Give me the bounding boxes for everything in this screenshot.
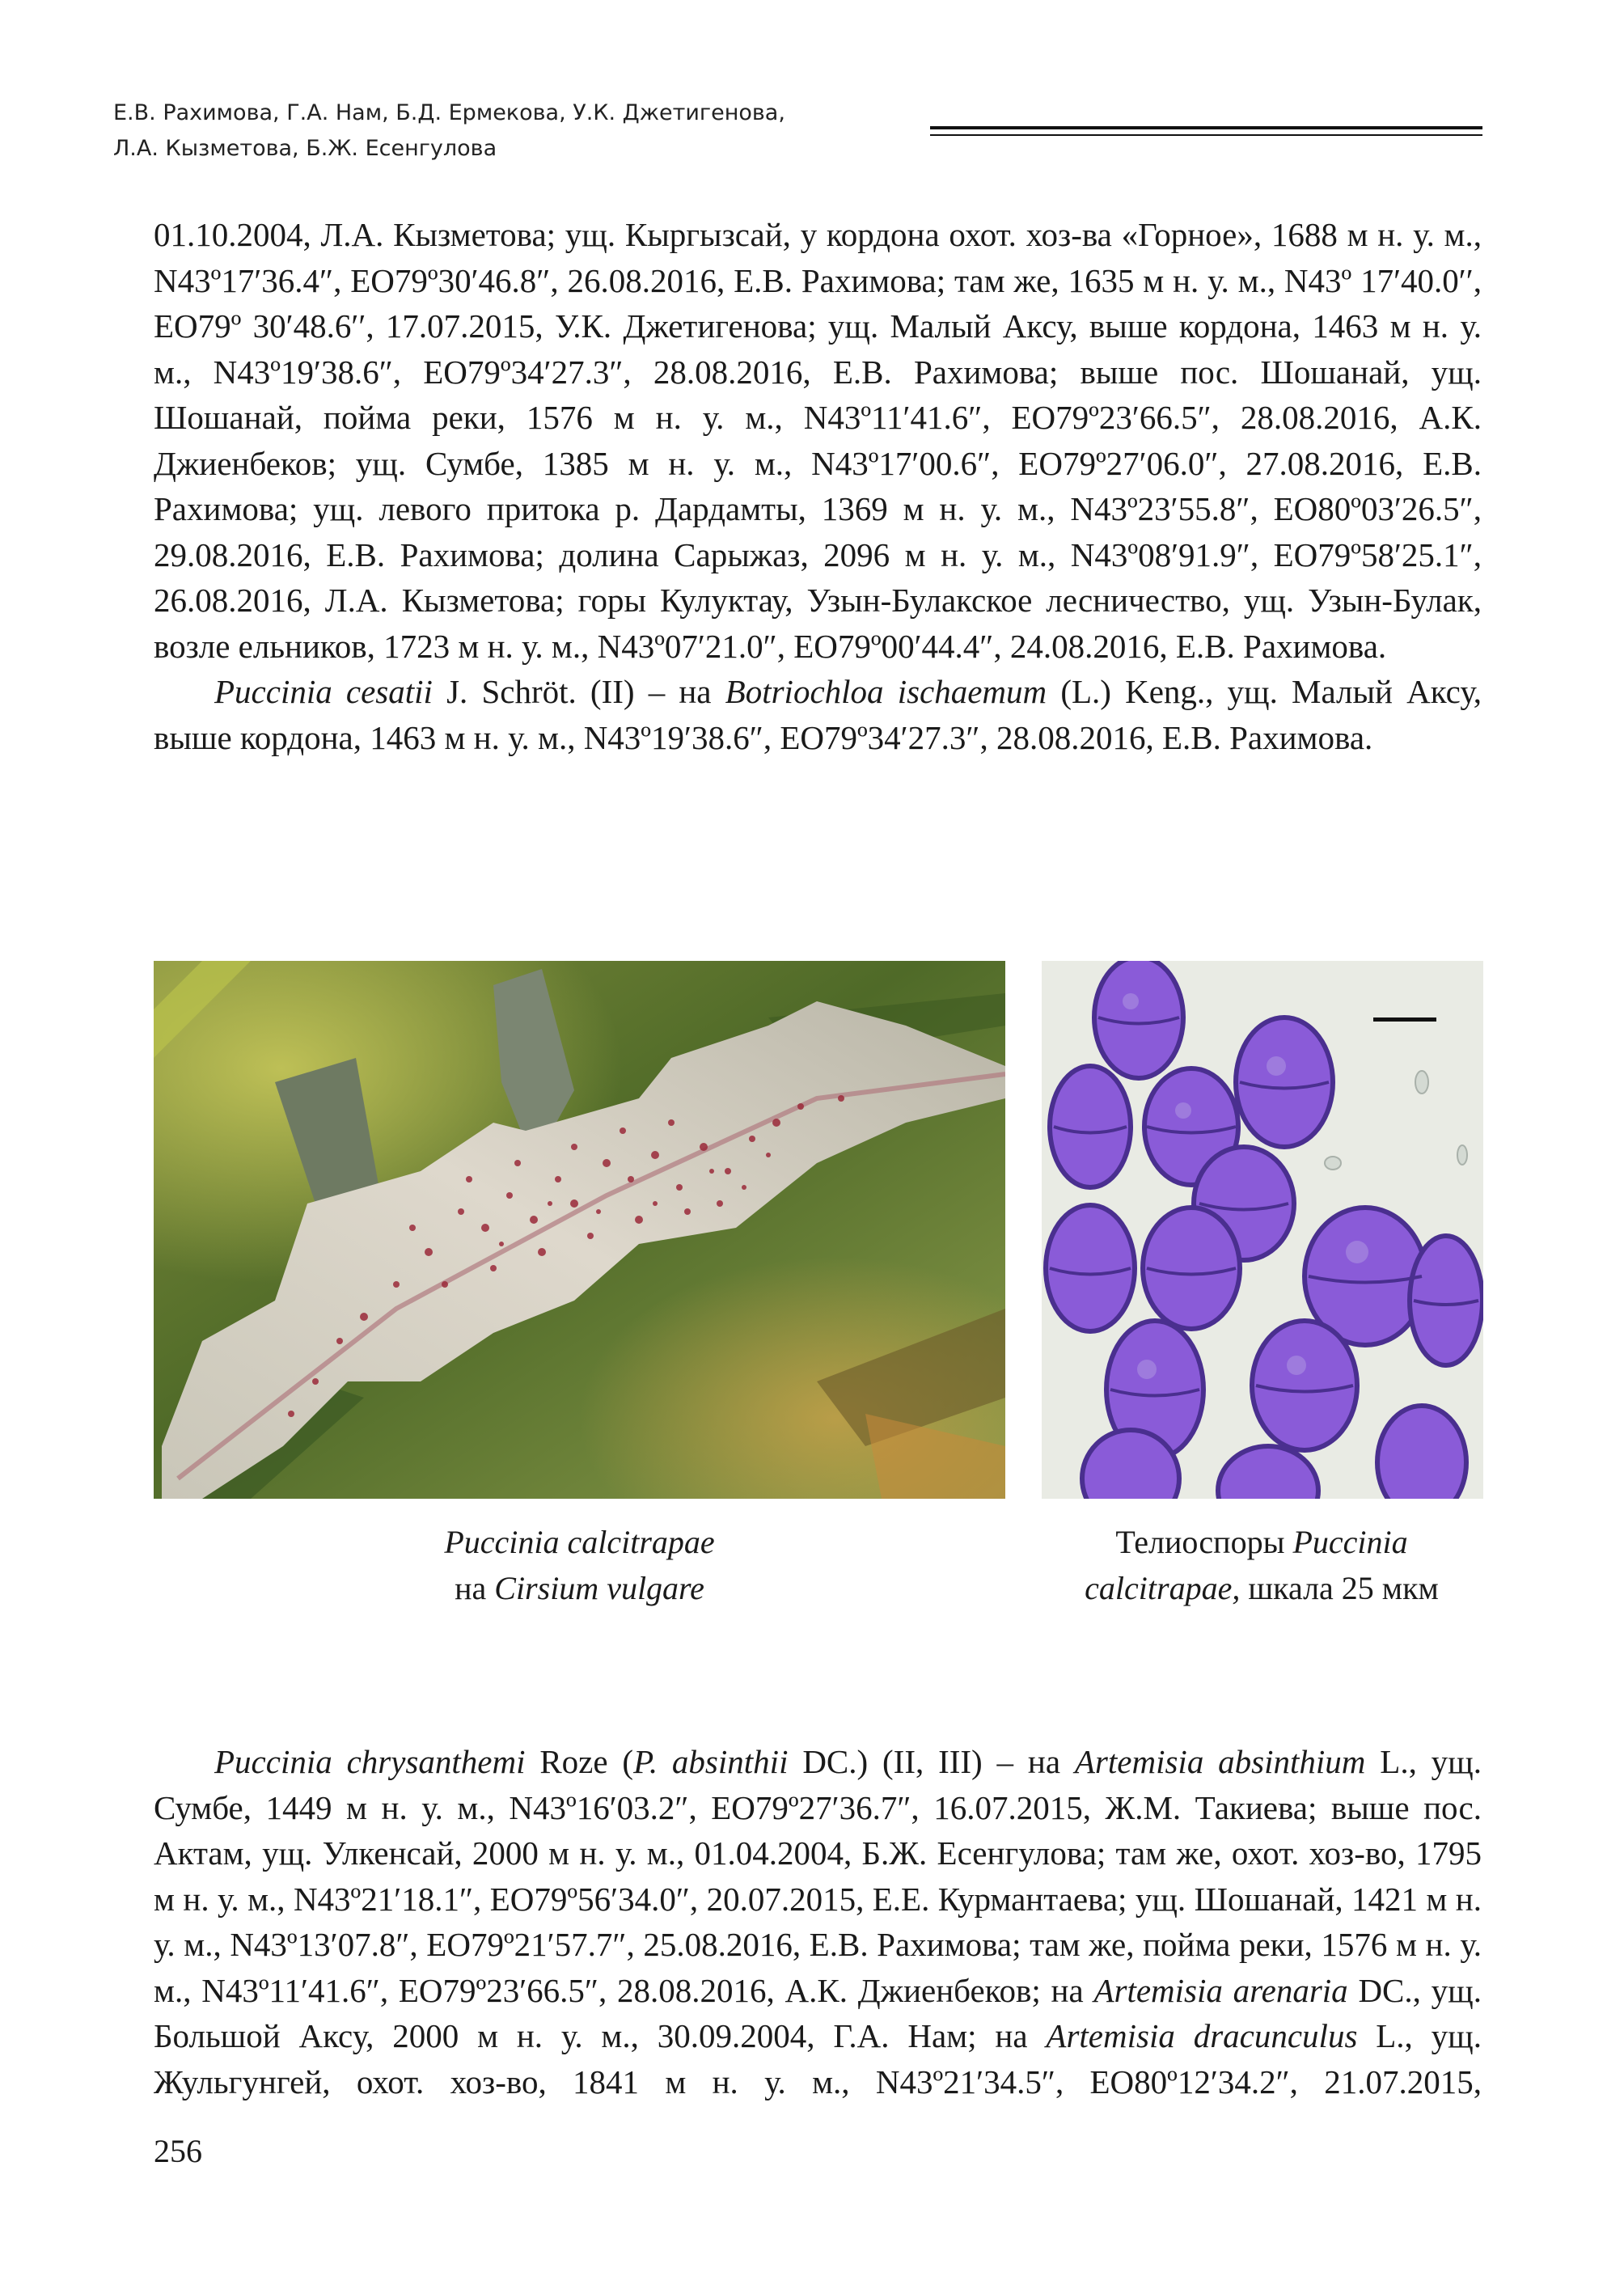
host-name: Artemisia dracunculus <box>1046 2017 1358 2054</box>
photo-leaf-rust <box>154 961 1005 1499</box>
caption-species-genus: Puccinia <box>1292 1524 1408 1560</box>
caption-scale: шкала 25 мкм <box>1240 1570 1439 1606</box>
caption-figure-1: Puccinia calcitrapae на Cirsium vulgare <box>444 1524 715 1606</box>
photo-teliospores-micrograph <box>1042 961 1483 1499</box>
paragraph-specimens-continued: 01.10.2004, Л.А. Кызметова; ущ. Кыргызсай, у кордона охот. хоз-ва «Горное», 1688 м н. у. м., N43º17′36.4″, ЕО79º30′46.8″, 26.08.2016, Е.В. Рахимова; там же, 1635 м н. у. м., N43º 17′40.0′′, ЕО79º 30′48.6′′, 17.07.2015, У.К. Джетигенова; ущ. Малый Аксу, выше кордона, 1463 м н. у. м., N43º19′38.6″, ЕО79º34′27.3″, 28.08.2016, Е.В. Рахимова; выше пос. Шошанай, ущ. Шошанай, пойма реки, 1576 м н. у. м., N43º11′41.6″, ЕО79º23′66.5″, 28.08.2016, А.К. Джиенбеков; ущ. Сумбе, 1385 м н. у. м., N43º17′00.6″, ЕО79º27′06.0″, 27.08.2016, Е.В. Рахимова; ущ. левого притока р. Дардамты, 1369 м н. у. м., N43º23′55.8″, ЕО80º03′26.5″, 29.08.2016, Е.В. Рахимова; долина Сарыжаз, 2096 м н. у. м., N43º08′91.9″, ЕО79º58′25.1″, 26.08.2016, Л.А. Кызметова; горы Кулуктау, Узын-Булакское лесничество, ущ. Узын-Булак, возле ельников, 1723 м н. у. м., N43º07′21.0″, ЕО79º00′44.4″, 24.08.2016, Е.В. Рахимова. <box>154 216 1482 665</box>
page-number: 256 <box>154 2133 202 2169</box>
host-name: Botriochloa ischaemum <box>725 673 1047 710</box>
header-authors-line1: Е.В. Рахимова, Г.А. Нам, Б.Д. Ермекова, У.К. Джетигенова, <box>113 100 785 125</box>
caption-species: Puccinia calcitrapae <box>444 1524 715 1560</box>
paragraph-puccinia-cesatii: Puccinia cesatii J. Schröt. (II) – на Botriochloa ischaemum (L.) Keng., ущ. Малый Аксу, выше кордона, 1463 м н. у. м., N43º19′38.6″, ЕО79º34′27.3″, 28.08.2016, Е.В. Рахимова. <box>154 673 1482 756</box>
text-block-bottom <box>154 1739 1482 2105</box>
scale-bar <box>1373 1017 1436 1022</box>
header-rule-thick <box>930 126 1482 129</box>
spores-micrograph-illustration <box>1042 961 1483 1499</box>
running-header <box>113 95 922 167</box>
caption-species-epithet: calcitrapae, <box>1085 1570 1241 1606</box>
host-name: Artemisia arenaria <box>1093 1971 1348 2009</box>
header-authors-line2: Л.А. Кызметова, Б.Ж. Есенгулова <box>113 136 497 161</box>
leaf-photo-illustration <box>154 961 1005 1499</box>
caption-host: Cirsium vulgare <box>494 1570 704 1606</box>
paragraph-puccinia-chrysanthemi: Puccinia chrysanthemi Roze (P. absinthii DC.) (II, III) – на Artemisia absinthium L., ущ. Сумбе, 1449 м н. у. м., N43º16′03.2″, ЕО79º27′36.7″, 16.07.2015, Ж.М. Такиева; выше пос. Актам, ущ. Улкенсай, 2000 м н. у. м., 01.04.2004, Б.Ж. Есенгулова; там же, охот. хоз-во, 1795 м н. у. м., N43º21′18.1″, ЕО79º56′34.0″, 20.07.2015, Е.Е. Курмантаева; ущ. Шошанай, 1421 м н. у. м., N43º13′07.8″, ЕО79º21′57.7″, 25.08.2016, Е.В. Рахимова; там же, пойма реки, 1576 м н. у. м., N43º11′41.6″, ЕО79º23′66.5″, 28.08.2016, А.К. Джиенбеков; на Artemisia arenaria DC., ущ. Большой Аксу, 2000 м н. у. м., 30.09.2004, Г.А. Нам; на Artemisia dracunculus L., ущ. Жульгунгей, охот. хоз-во, 1841 м н. у. м., N43º21′34.5″, ЕО80º12′34.2″, 21.07.2015, <box>154 1743 1482 2101</box>
host-name: Artemisia absinthium <box>1074 1743 1366 1780</box>
species-name: Puccinia cesatii <box>214 673 433 710</box>
header-rule-thin <box>930 134 1482 136</box>
species-name: Puccinia chrysanthemi <box>214 1743 526 1780</box>
text-block-top <box>154 212 1482 760</box>
caption-figure-2: Телиоспоры Puccinia calcitrapae, шкала 25 мкм <box>1085 1524 1439 1606</box>
synonym-name: P. absinthii <box>633 1743 789 1780</box>
